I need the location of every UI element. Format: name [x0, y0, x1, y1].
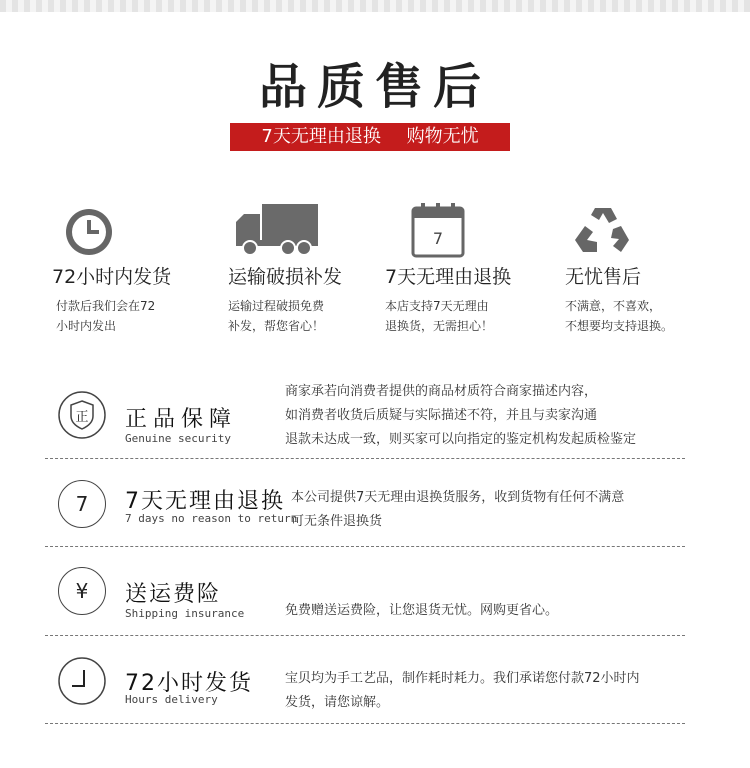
guarantee-subtitle: Genuine security [125, 432, 231, 445]
guarantee-desc: 本公司提供7天无理由退换货服务，收到货物有任何不满意 可无条件退换货 [291, 490, 625, 529]
divider [45, 546, 685, 547]
feature-desc: 付款后我们会在72 小时内发出 [56, 299, 156, 333]
subtitle-left: 7天无理由退换 [261, 126, 381, 147]
feature-desc: 本店支持7天无理由 退换货，无需担心！ [385, 299, 494, 333]
subtitle-banner [230, 123, 510, 151]
feature-title: 运输破损补发 [228, 266, 343, 288]
guarantee-title: 7天无理由退换 [125, 489, 285, 514]
guarantee-subtitle: Shipping insurance [125, 607, 245, 620]
feature-desc: 运输过程破损免费 补发，帮您省心！ [228, 299, 325, 333]
feature-title: 72小时内发货 [52, 266, 172, 288]
shield-icon [57, 390, 107, 440]
guarantee-subtitle: 7 days no reason to return [125, 512, 298, 525]
divider [45, 635, 685, 636]
guarantee-title: 正品保障 [125, 407, 238, 432]
guarantee-desc: 商家承若向消费者提供的商品材质符合商家描述内容， 如消费者收货后质疑与实际描述不符，并且与卖家沟通 退款未达成一致，则买家可以向指定的鉴定机构发起质检鉴定 [285, 384, 637, 447]
svg-text:7: 7 [432, 229, 444, 248]
yen-icon: ¥ [58, 567, 106, 615]
clock-icon [64, 200, 114, 260]
top-pattern-band [0, 0, 750, 12]
guarantee-desc: 免费赠送运费险，让您退货无忧。网购更省心。 [285, 603, 559, 618]
guarantee-title: 72小时发货 [125, 671, 253, 696]
divider [45, 723, 685, 724]
guarantee-title: 送运费险 [125, 582, 222, 607]
truck-icon [234, 200, 320, 260]
feature-title: 7天无理由退换 [385, 266, 512, 288]
calendar-icon [411, 200, 465, 260]
guarantee-desc: 宝贝均为手工艺品，制作耗时耗力。我们承诺您付款72小时内 发货，请您谅解。 [285, 671, 640, 710]
recycle-icon [573, 200, 633, 260]
guarantee-subtitle: Hours delivery [125, 693, 218, 706]
seven-icon: 7 [58, 480, 106, 528]
divider [45, 458, 685, 459]
feature-title: 无忧售后 [565, 266, 642, 288]
subtitle-right: 购物无忧 [406, 126, 479, 147]
feature-desc: 不满意，不喜欢， 不想要均支持退换。 [565, 299, 674, 333]
page-title: 品质售后 [258, 59, 491, 115]
clock-hands-icon [57, 656, 107, 706]
svg-text:正: 正 [75, 410, 89, 425]
